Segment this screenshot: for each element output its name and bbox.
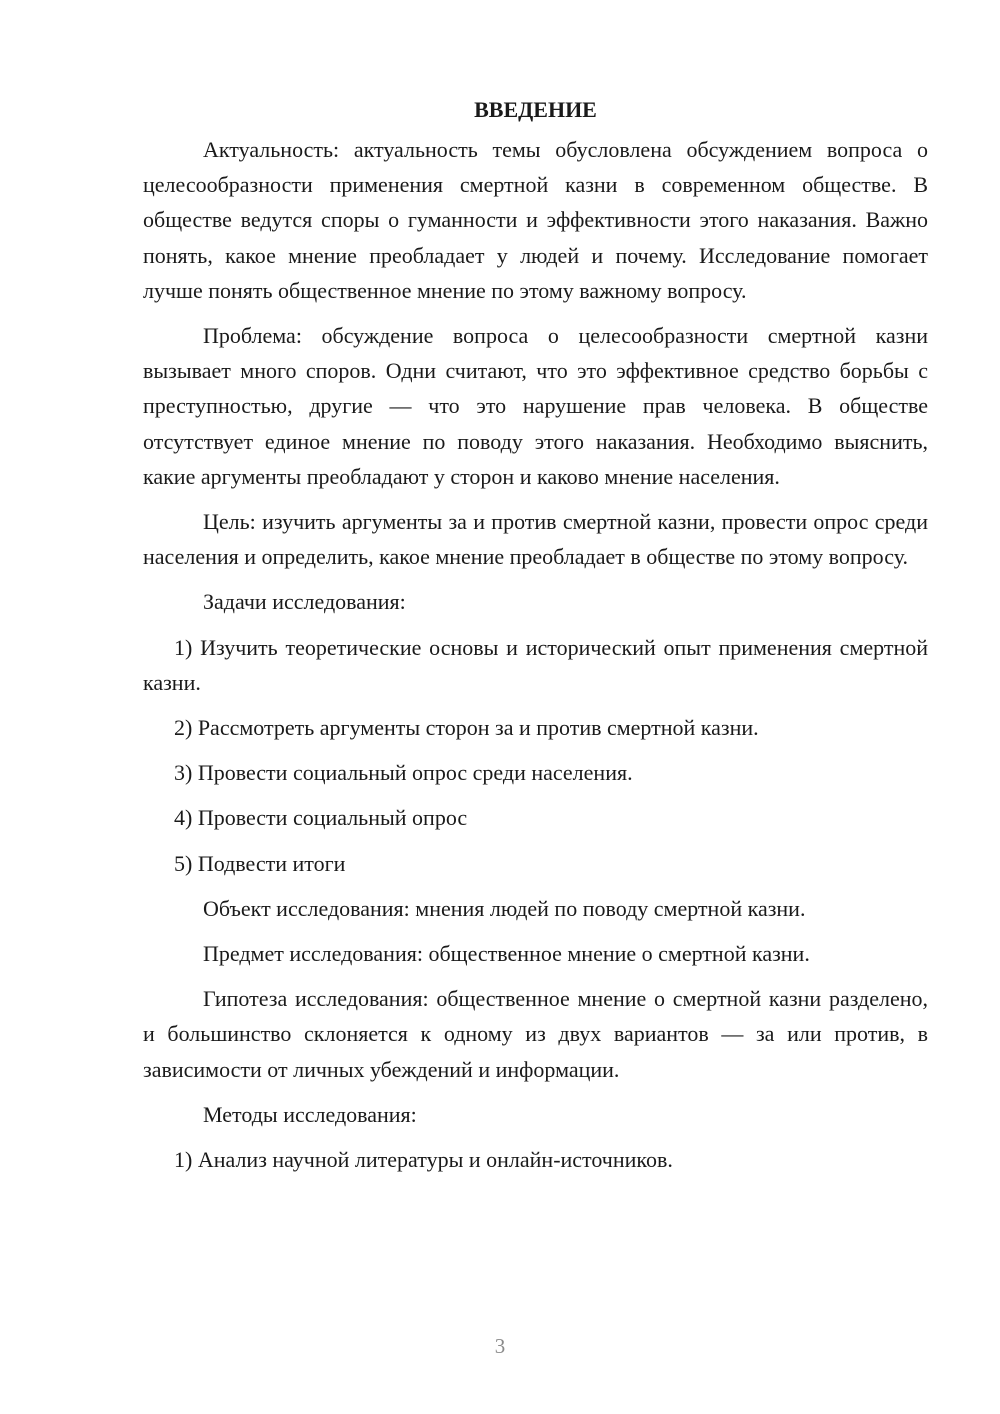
goal-paragraph: Цель: изучить аргументы за и против смертной казни, провести опрос среди населения и определить, какое мнение преобладает в обществе по этому вопросу.	[143, 509, 928, 570]
methods-heading: Методы исследования:	[203, 1101, 417, 1127]
relevance-paragraph: Актуальность: актуальность темы обусловлена обсуждением вопроса о целесообразности применения смертной казни в современном обществе. В обществе ведутся споры о гуманности и эффективности этого наказания. Важно понять, какое мнение преобладает у людей и почему. Исследование помогает лучше понять общественное мнение по этому важному вопросу.	[143, 137, 928, 303]
subject-paragraph: Предмет исследования: общественное мнение о смертной казни.	[203, 941, 810, 967]
task-item-5: 5) Подвести итоги	[174, 850, 346, 876]
object-paragraph: Объект исследования: мнения людей по поводу смертной казни.	[203, 895, 806, 921]
page-content	[143, 92, 928, 1187]
task-item-4: 4) Провести социальный опрос	[174, 805, 468, 831]
method-item-1: 1) Анализ научной литературы и онлайн-источников.	[174, 1147, 673, 1173]
task-item-3: 3) Провести социальный опрос среди населения.	[174, 760, 633, 786]
hypothesis-paragraph: Гипотеза исследования: общественное мнение о смертной казни разделено, и большинство склоняется к одному из двух вариантов — за или против, в зависимости от личных убеждений и информации.	[143, 986, 928, 1082]
task-item-2: 2) Рассмотреть аргументы сторон за и против смертной казни.	[174, 715, 759, 741]
tasks-heading: Задачи исследования:	[203, 589, 406, 615]
page-number: 3	[494, 1334, 506, 1358]
section-title: ВВЕДЕНИЕ	[474, 97, 597, 122]
task-item-1: 1) Изучить теоретические основы и исторический опыт применения смертной казни.	[143, 634, 928, 695]
problem-paragraph: Проблема: обсуждение вопроса о целесообразности смертной казни вызывает много споров. Одни считают, что это эффективное средство борьбы с преступностью, другие — что это нарушение прав человека. В обществе отсутствует единое мнение по поводу этого наказания. Необходимо выяснить, какие аргументы преобладают у сторон и каково мнение населения.	[143, 323, 928, 489]
